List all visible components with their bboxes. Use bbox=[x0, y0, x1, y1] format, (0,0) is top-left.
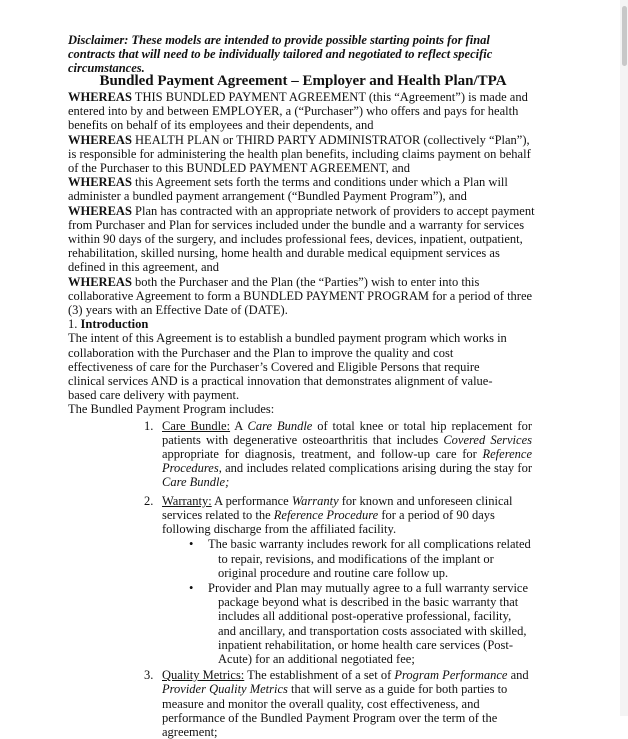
bullet-item bbox=[162, 581, 532, 666]
item-text: that will serve as a guide for both parties to measure and monitor the overall quality, cost effectiveness, and performance of the Bundled Payment Program over the term of the agreement; bbox=[162, 682, 508, 739]
bullet-text: The basic warranty includes rework for all complications related to repair, revisions, and modifications of the implant or original procedure and routine care follow up. bbox=[208, 537, 531, 580]
item-text: for known and unforeseen clinical services related to the bbox=[162, 493, 513, 522]
item-number: 3. bbox=[144, 668, 154, 683]
item-text: of total knee or total hip replacement for patients with degenerative osteoarthritis that includes bbox=[162, 418, 532, 447]
item-term: Covered Services bbox=[443, 432, 532, 447]
whereas-keyword: WHEREAS bbox=[68, 274, 132, 289]
whereas-clause bbox=[68, 175, 536, 203]
item-label: Warranty: bbox=[162, 493, 212, 508]
item-text: , and includes related complications arising during the stay for bbox=[218, 461, 532, 476]
section-heading bbox=[68, 317, 536, 331]
warranty-bullets bbox=[162, 537, 532, 666]
whereas-keyword: WHEREAS bbox=[68, 175, 132, 190]
whereas-text: THIS BUNDLED PAYMENT AGREEMENT (this “Agreement”) is made and entered into by and between EMPLOYER, a (“Purchaser”) who offers and pays for health benefits on behalf of its employees and their dependents, and bbox=[68, 90, 528, 133]
bullet-glyph: • bbox=[189, 580, 194, 595]
item-term: Reference Procedures bbox=[162, 447, 532, 476]
item-text: appropriate for diagnosis, treatment, and follow-up care for bbox=[162, 447, 483, 462]
whereas-clause bbox=[68, 133, 536, 176]
bullet-item bbox=[162, 537, 532, 580]
section-title: Introduction bbox=[80, 317, 149, 332]
item-number: 2. bbox=[144, 493, 154, 508]
disclaimer: Disclaimer: These models are intended to provide possible starting points for final contracts that will need to be individually tailored and negotiated to reflect specific circumstances. bbox=[68, 33, 493, 75]
item-term: Care Bundle; bbox=[162, 475, 230, 490]
list-item-quality-metrics bbox=[68, 668, 532, 739]
item-term: Reference Procedure bbox=[273, 507, 379, 522]
list-item-care-bundle bbox=[68, 419, 532, 490]
item-term: Program Performance bbox=[394, 668, 508, 683]
whereas-keyword: WHEREAS bbox=[68, 90, 132, 104]
document-title: Bundled Payment Agreement – Employer and Health Plan/TPA bbox=[99, 73, 507, 89]
item-term: Warranty bbox=[291, 493, 339, 508]
bullet-glyph: • bbox=[189, 537, 194, 552]
bullet-text: Provider and Plan may mutually agree to a full warranty service package beyond what is described in the basic warranty that includes all additional post-operative professional, facility, and ancillary, and transportation costs associated with skilled, inpatient rehabilitation, or home health care services (Post-Acute) for an additional negotiated fee; bbox=[208, 580, 529, 666]
item-term: Provider Quality Metrics bbox=[162, 682, 288, 697]
whereas-text: this Agreement sets forth the terms and conditions under which a Plan will administer a bundled payment arrangement (“Bundled Payment Program”), and bbox=[68, 175, 508, 204]
item-label: Quality Metrics: bbox=[162, 668, 245, 683]
item-text: The establishment of a set of bbox=[244, 668, 395, 683]
item-text: for a period of 90 days following discharge from the affiliated facility. bbox=[162, 507, 495, 537]
whereas-clause bbox=[68, 275, 536, 318]
document-body bbox=[68, 90, 536, 739]
item-term: Care Bundle bbox=[247, 418, 313, 433]
whereas-text: both the Purchaser and the Plan (the “Parties”) wish to enter into this collaborative Agreement to form a BUNDLED PAYMENT PROGRAM for a period of three (3) years with an Effective Date of (DATE). bbox=[68, 274, 533, 318]
scrollbar-thumb[interactable] bbox=[622, 6, 627, 66]
whereas-clause bbox=[68, 90, 536, 133]
includes-lead: The Bundled Payment Program includes: bbox=[68, 402, 275, 417]
item-text: A performance bbox=[211, 493, 292, 508]
list-item-warranty bbox=[68, 494, 532, 666]
intro-paragraph: The intent of this Agreement is to establish a bundled payment program which works in collaboration with the Purchaser and the Plan to improve the quality and cost effectiveness of care for the Purchaser’s Covered and Eligible Persons that require clinical services AND is a practical innovation that demonstrates alignment of value-based care delivery with payment. bbox=[68, 331, 507, 403]
item-text: A bbox=[230, 418, 248, 433]
whereas-clause bbox=[68, 204, 536, 275]
item-text: and bbox=[507, 668, 529, 683]
whereas-keyword: WHEREAS bbox=[68, 132, 132, 147]
item-number: 1. bbox=[144, 418, 154, 433]
whereas-text: Plan has contracted with an appropriate network of providers to accept payment from Purchaser and Plan for services included under the bundle and a warranty for services within 90 days of the surgery, and includes professional fees, devices, inpatient, outpatient, rehabilitation, skilled nursing, home health and durable medical equipment services as defined in this agreement, and bbox=[68, 203, 535, 275]
whereas-text: HEALTH PLAN or THIRD PARTY ADMINISTRATOR (collectively “Plan”), is responsible for administering the health plan benefits, including claims payment on behalf of the Purchaser to this BUNDLED PAYMENT AGREEMENT, and bbox=[68, 132, 531, 176]
whereas-keyword: WHEREAS bbox=[68, 203, 132, 218]
item-label: Care Bundle: bbox=[162, 418, 231, 433]
program-items-list bbox=[68, 419, 536, 739]
section-number: 1. bbox=[68, 317, 78, 332]
scrollbar-track[interactable] bbox=[620, 0, 628, 716]
